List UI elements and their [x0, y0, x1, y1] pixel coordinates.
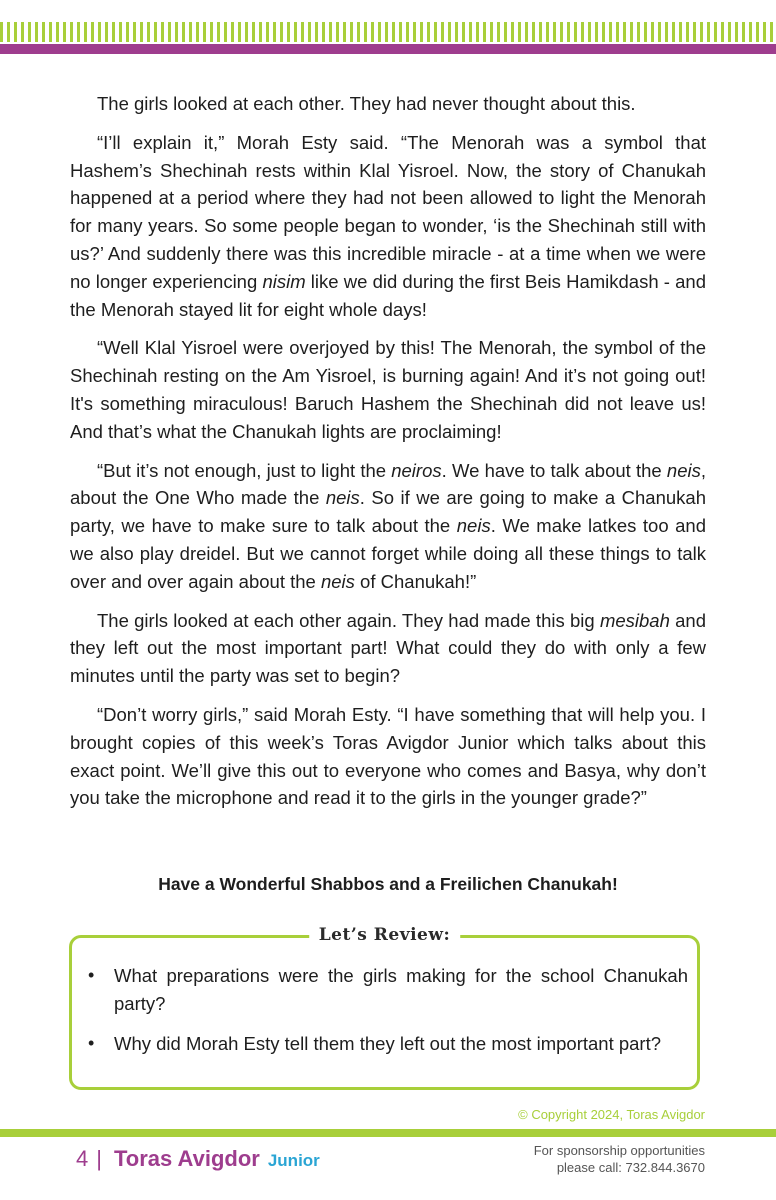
- copyright-notice: © Copyright 2024, Toras Avigdor: [518, 1107, 705, 1122]
- review-question: Why did Morah Esty tell them they left out the most important part?: [114, 1032, 662, 1054]
- story-body: [70, 90, 706, 823]
- italic-term: neiros: [391, 459, 442, 481]
- top-purple-bar: [0, 44, 776, 54]
- story-paragraph: The girls looked at each other again. They had made this big mesibah and they left out the most important part! What could they do with only a few minutes until the party was set to begin?: [70, 609, 706, 687]
- review-list: [88, 962, 688, 1069]
- italic-term: neis: [320, 570, 355, 592]
- review-title: Let’s Review:: [309, 925, 461, 945]
- sponsorship-info: [534, 1142, 705, 1176]
- story-paragraph: “I’ll explain it,” Morah Esty said. “The Menorah was a symbol that Hashem’s Shechinah rests within Klal Yisroel. Now, the story of Chanukah happened at a period where they had not been allowed to light the Menorah for many years. So some people began to wonder, ‘is the Shechinah still with us?’ And suddenly there was this incredible miracle - at a time when we were no longer experiencing nisim like we did during the first Beis Hamikdash - and the Menorah stayed lit for eight whole days!: [70, 131, 706, 320]
- italic-term: nisim: [262, 270, 306, 292]
- page-number: 4: [76, 1146, 89, 1171]
- italic-term: neis: [456, 515, 491, 537]
- story-paragraph: “Well Klal Yisroel were overjoyed by this! The Menorah, the symbol of the Shechinah resting on the Am Yisroel, is burning again! And it’s not going out! It's something miraculous! Baruch Hashem the Shechinah did not leave us! And that’s what the Chanukah lights are proclaiming!: [70, 337, 706, 442]
- review-item: [88, 1030, 688, 1058]
- review-box: [69, 925, 700, 1090]
- sponsor-line: For sponsorship opportunities: [533, 1143, 705, 1158]
- review-item: [88, 962, 688, 1018]
- italic-term: neis: [666, 459, 701, 481]
- sponsor-phone: please call: 732.844.3670: [556, 1160, 705, 1175]
- brand-junior: Junior: [267, 1151, 320, 1170]
- footer-brand: [76, 1146, 320, 1172]
- story-paragraph: “But it’s not enough, just to light the neiros. We have to talk about the neis, about the One Who made the neis. So if we are going to make a Chanukah party, we have to make sure to talk about the neis. We make latkes too and we also play dreidel. But we cannot forget while doing all these things to talk over and over again about the neis of Chanukah!”: [70, 459, 707, 592]
- bullet-icon: •: [88, 1032, 95, 1053]
- closing-greeting: Have a Wonderful Shabbos and a Freilichen Chanukah!: [158, 874, 618, 894]
- brand-name: Toras Avigdor: [113, 1146, 260, 1171]
- story-paragraph: The girls looked at each other. They had never thought about this.: [97, 93, 636, 114]
- footer-separator: |: [96, 1146, 102, 1171]
- top-decorative-ticks: [0, 22, 776, 42]
- review-question: What preparations were the girls making for the school Chanukah party?: [114, 965, 688, 1014]
- italic-term: mesibah: [599, 609, 670, 631]
- story-paragraph: “Don’t worry girls,” said Morah Esty. “I have something that will help you. I brought copies of this week’s Toras Avigdor Junior which talks about this exact point. We’ll give this out to everyone who comes and Basya, why don’t you take the microphone and read it to the girls in the younger grade?”: [70, 703, 706, 809]
- bottom-green-bar: [0, 1129, 776, 1137]
- italic-term: neis: [325, 487, 360, 509]
- bullet-icon: •: [88, 965, 95, 985]
